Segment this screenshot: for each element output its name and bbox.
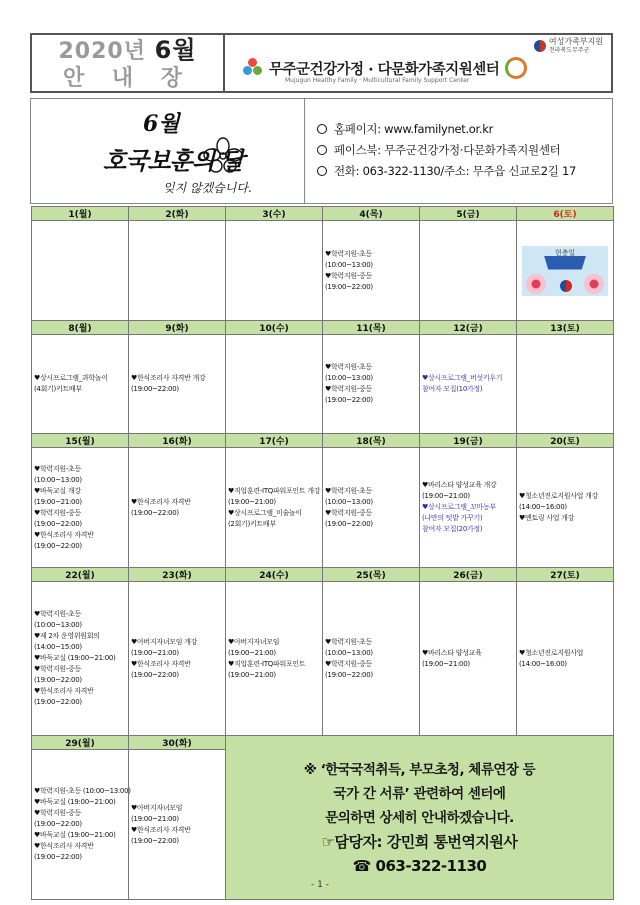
event-line: ♥학력지원-초등 xyxy=(34,610,81,618)
org-box xyxy=(225,35,611,91)
title-subtitle: 안 내 장 xyxy=(62,66,193,91)
event-line: (4회기)키트배부 xyxy=(34,385,82,393)
event-line: (19:00~22:00) xyxy=(325,282,373,291)
day-cell xyxy=(32,335,129,434)
notice-line: 문의하면 상세히 안내하겠습니다. xyxy=(325,809,514,826)
day-cell xyxy=(129,750,226,900)
shrine-roof-icon xyxy=(544,256,586,270)
week-events-row xyxy=(32,221,614,321)
page-number: - 1 - xyxy=(311,880,329,890)
day-header: 13(토) xyxy=(517,321,614,335)
day-header: 25(목) xyxy=(323,568,420,582)
ministry-region: 전라북도무주군 xyxy=(548,47,590,54)
day-header: 8(월) xyxy=(32,321,129,335)
event-line: (19:00~22:00) xyxy=(131,508,179,517)
day-header: 11(목) xyxy=(323,321,420,335)
event-line: 참여자 모집(10가정) xyxy=(422,385,483,393)
event-line: ♥제 2차 운영위원회의 xyxy=(34,632,100,640)
day-cell xyxy=(129,582,226,736)
day-header: 30(화) xyxy=(129,736,226,750)
event-line: ♥학력지원-초등 xyxy=(325,486,372,495)
contact-homepage xyxy=(317,119,612,140)
notice-line: 국가 간 서류’ 관련하여 센터에 xyxy=(333,785,506,802)
day-header: 26(금) xyxy=(420,568,517,582)
day-header: 9(화) xyxy=(129,321,226,335)
event-line: ♥멘토링 사업 개강 xyxy=(519,514,575,522)
contact-list xyxy=(305,99,612,203)
day-cell xyxy=(32,582,129,736)
contact-label: 전화: xyxy=(334,164,360,178)
event-line: ♥바둑교실 (19:00~21:00) xyxy=(34,654,116,662)
event-line: (19:00~22:00) xyxy=(34,676,82,684)
day-cell xyxy=(226,221,323,321)
event-line: ♥한식조리사 자격반 개강 xyxy=(131,374,206,382)
week-header-row xyxy=(32,321,614,335)
contact-phone-address xyxy=(317,161,612,182)
event-line: ♥학력지원-초등 xyxy=(325,637,372,646)
day-header: 29(월) xyxy=(32,736,129,750)
event-line: ♥한식조리사 자격반 xyxy=(34,842,94,850)
event-line: ♥한식조리사 자격반 xyxy=(131,497,191,506)
day-cell xyxy=(323,448,420,568)
event-line: ♥한식조리사 자격반 xyxy=(131,659,191,668)
memorial-day-label: 현충일 xyxy=(554,248,576,257)
event-line: ♥학력지원-초등 xyxy=(325,363,372,371)
day-header: 17(수) xyxy=(226,434,323,448)
week-header-row xyxy=(32,434,614,448)
day-header: 1(월) xyxy=(32,207,129,221)
day-header: 10(수) xyxy=(226,321,323,335)
event-line: ♥직업훈련-ITQ파워포인트 개강 xyxy=(228,486,321,495)
event-line: (19:00~22:00) xyxy=(34,698,82,706)
event-line: ♥학력지원-초등 xyxy=(325,249,372,258)
day-cell xyxy=(32,448,129,568)
notice-box xyxy=(226,736,614,900)
event-line: (19:00~22:00) xyxy=(34,853,82,861)
event-line: (19:00~22:00) xyxy=(131,670,179,679)
day-header: 5(금) xyxy=(420,207,517,221)
week-events-row xyxy=(32,335,614,434)
day-header: 3(수) xyxy=(226,207,323,221)
event-line: ♥상시프로그램_버섯키우기 xyxy=(422,374,503,382)
day-cell xyxy=(129,335,226,434)
event-line: ♥상시프로그램_미술놀이 xyxy=(228,508,302,517)
day-header: 15(월) xyxy=(32,434,129,448)
circle-bullet-icon xyxy=(317,145,327,155)
event-line: (19:00~22:00) xyxy=(131,385,179,393)
event-line: (19:00~21:00) xyxy=(422,659,470,668)
event-line: ♥아버지자녀모임 xyxy=(131,803,183,812)
day-header: 23(화) xyxy=(129,568,226,582)
week-events-row xyxy=(32,448,614,568)
event-line: (14:00~16:00) xyxy=(519,503,567,511)
day-cell xyxy=(517,582,614,736)
info-section xyxy=(30,98,613,204)
day-cell xyxy=(226,335,323,434)
event-line: (19:00~21:00) xyxy=(228,497,276,506)
day-header: 2(화) xyxy=(129,207,226,221)
org-title xyxy=(243,57,527,79)
event-line: (19:00~21:00) xyxy=(131,814,179,823)
family-logo-icon xyxy=(243,58,263,78)
event-line: ♥청소년진로지원사업 개강 xyxy=(519,492,598,500)
memorial-day-illustration xyxy=(522,246,608,296)
day-cell xyxy=(420,221,517,321)
day-header: 6(토) xyxy=(517,207,614,221)
week-header-row xyxy=(32,207,614,221)
circle-bullet-icon xyxy=(317,166,327,176)
header xyxy=(30,33,613,93)
event-line: ♥바리스타 양성교육 xyxy=(422,648,482,657)
day-cell xyxy=(517,448,614,568)
event-line: (10:00~13:00) xyxy=(325,374,373,382)
day-header: 19(금) xyxy=(420,434,517,448)
event-line: (14:00~16:00) xyxy=(519,659,567,668)
schedule-calendar xyxy=(31,206,614,900)
contact-label: 페이스북: xyxy=(334,143,381,157)
event-line: (2회기)키트배부 xyxy=(228,519,276,528)
event-line: ♥학력지원-중등 xyxy=(325,659,372,668)
event-line: (19:00~22:00) xyxy=(131,836,179,845)
event-line: (19:00~21:00) xyxy=(422,492,470,500)
event-line: ♥학력지원-중등 xyxy=(34,809,81,817)
memorial-banner xyxy=(31,99,305,203)
event-line: (19:00~22:00) xyxy=(34,519,82,528)
title-year: 2020년 xyxy=(58,39,146,64)
day-cell xyxy=(323,335,420,434)
day-cell xyxy=(323,221,420,321)
day-cell xyxy=(420,335,517,434)
title-year-month xyxy=(32,37,223,65)
contact-facebook xyxy=(317,140,612,161)
event-line: 참여자 모집(20가정) xyxy=(422,525,483,533)
event-line: ♥학력지원-중등 xyxy=(34,665,81,673)
phone-address-value: 063-322-1130/주소: 무주읍 신교로2길 17 xyxy=(362,164,576,178)
homepage-link[interactable]: www.familynet.or.kr xyxy=(384,122,494,136)
event-line: ♥한식조리사 자격반 xyxy=(131,825,191,834)
day-header: 4(목) xyxy=(323,207,420,221)
event-line: ♥학력지원-중등 xyxy=(325,271,372,280)
event-line: (19:00~22:00) xyxy=(325,396,373,404)
event-line: ♥학력지원-중등 xyxy=(325,385,372,393)
day-header: 18(목) xyxy=(323,434,420,448)
contact-label: 홈페이지: xyxy=(334,122,381,136)
event-line: ♥바둑교실 개강 xyxy=(34,486,81,495)
day-cell xyxy=(517,221,614,321)
event-line: ♥상시프로그램_꼬마농부 xyxy=(422,503,496,511)
event-line: ♥학력지원-초등 xyxy=(34,464,81,473)
day-header: 22(월) xyxy=(32,568,129,582)
event-line: (19:00~21:00) xyxy=(131,648,179,657)
day-cell xyxy=(420,582,517,736)
event-line: ♥학력지원-중등 xyxy=(34,508,81,517)
day-cell xyxy=(517,335,614,434)
event-line: (10:00~13:00) xyxy=(325,497,373,506)
event-line: ♥아버지자녀모임 xyxy=(228,637,280,646)
event-line: (10:00~13:00) xyxy=(325,648,373,657)
event-line: ♥아버지자녀모임 개강 xyxy=(131,637,198,646)
day-cell xyxy=(226,448,323,568)
day-cell xyxy=(129,448,226,568)
day-cell xyxy=(32,750,129,900)
event-line: (19:00~22:00) xyxy=(34,820,82,828)
day-cell xyxy=(323,582,420,736)
notice-contact-person: ☞담당자: 강민희 통번역지원사 xyxy=(321,832,518,851)
event-line: ♥바리스타 양성교육 개강 xyxy=(422,481,497,489)
banner-month: 6월 xyxy=(143,111,180,137)
government-emblem-icon xyxy=(534,40,546,52)
event-line: (19:00~22:00) xyxy=(325,670,373,679)
event-line: (19:00~21:00) xyxy=(228,648,276,657)
day-header: 24(수) xyxy=(226,568,323,582)
mugunghwa-flower-icon xyxy=(203,137,243,173)
day-cell xyxy=(420,448,517,568)
day-header: 27(토) xyxy=(517,568,614,582)
event-line: (19:00~21:00) xyxy=(34,497,82,506)
flower-icon xyxy=(526,274,546,294)
week-events-row xyxy=(32,582,614,736)
event-line: ♥한식조리사 자격반 xyxy=(34,530,94,539)
banner-tagline: 잊지 않겠습니다. xyxy=(163,181,252,195)
facebook-value: 무주군건강가정·다문화가족지원센터 xyxy=(384,143,561,157)
flower-icon xyxy=(584,274,604,294)
event-line: ♥상시프로그램_과학놀이 xyxy=(34,374,108,382)
event-line: ♥학력지원-초등 (10:00~13:00) xyxy=(34,787,131,795)
taegeuk-flag-icon xyxy=(560,280,572,292)
day-header: 16(화) xyxy=(129,434,226,448)
notice-phone[interactable]: ☎ 063-322-1130 xyxy=(352,856,487,875)
title-month: 6월 xyxy=(154,36,197,64)
day-header: 20(토) xyxy=(517,434,614,448)
event-line: (14:00~15:00) xyxy=(34,643,82,651)
day-header: 12(금) xyxy=(420,321,517,335)
circle-bullet-icon xyxy=(317,124,327,134)
event-line: (19:00~22:00) xyxy=(325,519,373,528)
event-line: ♥바둑교실 (19:00~21:00) xyxy=(34,798,116,806)
event-line: (19:00~21:00) xyxy=(228,670,276,679)
event-line: ♥학력지원-중등 xyxy=(325,508,372,517)
event-line: ♥직업훈련-ITQ파워포인트 xyxy=(228,659,306,668)
event-line: ♥바둑교실 (19:00~21:00) xyxy=(34,831,116,839)
org-name: 무주군건강가정 · 다문화가족지원센터 xyxy=(269,61,500,78)
notice-line: ※ ‘한국국적취득, 부모초청, 체류연장 등 xyxy=(303,761,536,778)
event-line: ♥청소년진로지원사업 xyxy=(519,648,584,657)
event-line: (10:00~13:00) xyxy=(34,475,82,484)
title-box xyxy=(32,35,225,91)
event-line: (19:00~22:00) xyxy=(34,541,82,550)
event-line: (10:00~13:00) xyxy=(34,621,82,629)
event-line: ♥한식조리사 자격반 xyxy=(34,687,94,695)
multicultural-logo-icon xyxy=(505,57,527,79)
event-line: (10:00~13:00) xyxy=(325,260,373,269)
ministry-name: 여성가족부지원 xyxy=(548,37,603,46)
day-cell xyxy=(129,221,226,321)
week-header-row xyxy=(32,736,614,750)
day-cell xyxy=(226,582,323,736)
banner-title: 호국보훈의 달 xyxy=(103,146,244,175)
day-cell xyxy=(32,221,129,321)
org-name-english: Mujugun Healthy Family · Multicultural Family Support Center xyxy=(285,77,470,84)
event-line: (나만의 텃밭 가꾸기) xyxy=(422,514,483,522)
ministry-badge xyxy=(534,37,603,55)
week-header-row xyxy=(32,568,614,582)
